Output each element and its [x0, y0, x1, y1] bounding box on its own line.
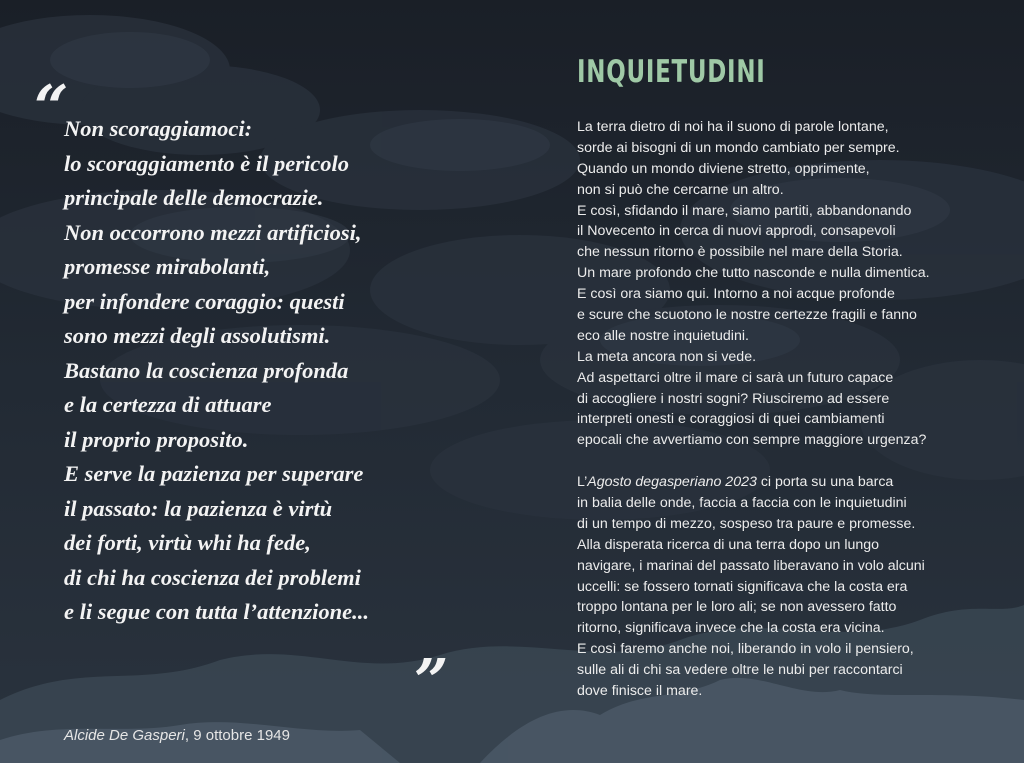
text-line: E così, sfidando il mare, siamo partiti, abbandonando: [577, 202, 912, 219]
quote-line: promesse mirabolanti,: [64, 254, 271, 279]
text-line: La terra dietro di noi ha il suono di parole lontane,: [577, 119, 889, 135]
close-quote-mark: ”: [414, 647, 449, 717]
quote-line: e la certezza di attuare: [64, 392, 272, 417]
text-line: interpreti onesti e coraggiosi di quei cambiamenti: [577, 411, 885, 428]
quote-line: il proprio proposito.: [64, 426, 249, 452]
open-quote-mark: “: [34, 73, 69, 143]
quote-line: dei forti, virtù whi ha fede,: [64, 530, 311, 555]
text-line: sorde ai bisogni di un mondo cambiato per sempre.: [577, 139, 900, 156]
text-line: che nessun ritorno è possibile nel mare della Storia.: [577, 244, 903, 261]
text-line: in balia delle onde, faccia a faccia con le inquietudini: [577, 495, 907, 512]
text-line: [577, 472, 997, 493]
text-line: Un mare profondo che tutto nasconde e nulla dimentica.: [577, 265, 930, 282]
quote-line: principale delle democrazie.: [64, 185, 324, 210]
text-line: di un tempo di mezzo, sospeso tra paure e promesse.: [577, 515, 916, 532]
quote-line: Non scoraggiamoci:: [64, 116, 253, 141]
text-line: ritorno, significava invece che la costa era vicina.: [577, 620, 885, 637]
text-line: Quando un mondo diviene stretto, opprimente,: [577, 160, 870, 177]
quote-line: il passato: la pazienza è virtù: [64, 495, 333, 521]
quote-line: Bastano la coscienza profonda: [64, 357, 349, 383]
quote-line: Non occorrono mezzi artificiosi,: [64, 219, 362, 245]
text-line: E così faremo anche noi, liberando in volo il pensiero,: [577, 641, 914, 658]
text-line: il Novecento in cerca di nuovi approdi, consapevoli: [577, 223, 896, 240]
author-name: Alcide De Gasperi: [64, 727, 185, 744]
text-line: navigare, i marinai del passato liberavano in volo alcuni: [577, 557, 925, 574]
text-line: di accogliere i nostri sogni? Riusciremo ad essere: [577, 390, 890, 407]
quote-line: sono mezzi degli assolutismi.: [64, 323, 331, 348]
event-name: Agosto degasperiano 2023: [587, 474, 757, 491]
paragraph-gap: [577, 451, 997, 472]
section-title: INQUIETUDINI: [577, 54, 766, 90]
body-text: [577, 117, 997, 702]
text-line: E così ora siamo qui. Intorno a noi acque profonde: [577, 286, 895, 303]
text-fragment: L’: [577, 474, 588, 491]
quote-attribution: [64, 727, 290, 744]
text-line: Ad aspettarci oltre il mare ci sarà un futuro capace: [577, 369, 894, 386]
text-line: eco alle nostre inquietudini.: [577, 327, 749, 344]
text-line: epocali che avvertiamo con sempre maggiore urgenza?: [577, 432, 927, 449]
text-line: troppo lontana per le loro ali; se non avessero fatto: [577, 599, 897, 616]
quote-line: di chi ha coscienza dei problemi: [64, 564, 361, 590]
text-line: dove finisce il mare.: [577, 683, 703, 700]
quote-line: e li segue con tutta l’attenzione...: [64, 599, 370, 624]
text-line: uccelli: se fossero tornati significava che la costa era: [577, 578, 908, 595]
quote-line: lo scoraggiamento è il pericolo: [64, 150, 349, 176]
text-line: sulle ali di chi sa vedere oltre le nubi per raccontarci: [577, 662, 903, 679]
quote-date: , 9 ottobre 1949: [184, 727, 290, 744]
text-fragment: ci porta su una barca: [756, 474, 894, 491]
text-line: e scure che scuotono le nostre certezze fragili e fanno: [577, 307, 917, 324]
quote-line: per infondere coraggio: questi: [64, 288, 345, 314]
quote-block: [64, 112, 464, 630]
quote-line: E serve la pazienza per superare: [64, 461, 364, 486]
text-line: La meta ancora non si vede.: [577, 348, 757, 365]
text-line: non si può che cercarne un altro.: [577, 181, 784, 198]
text-line: Alla disperata ricerca di una terra dopo un lungo: [577, 536, 880, 553]
